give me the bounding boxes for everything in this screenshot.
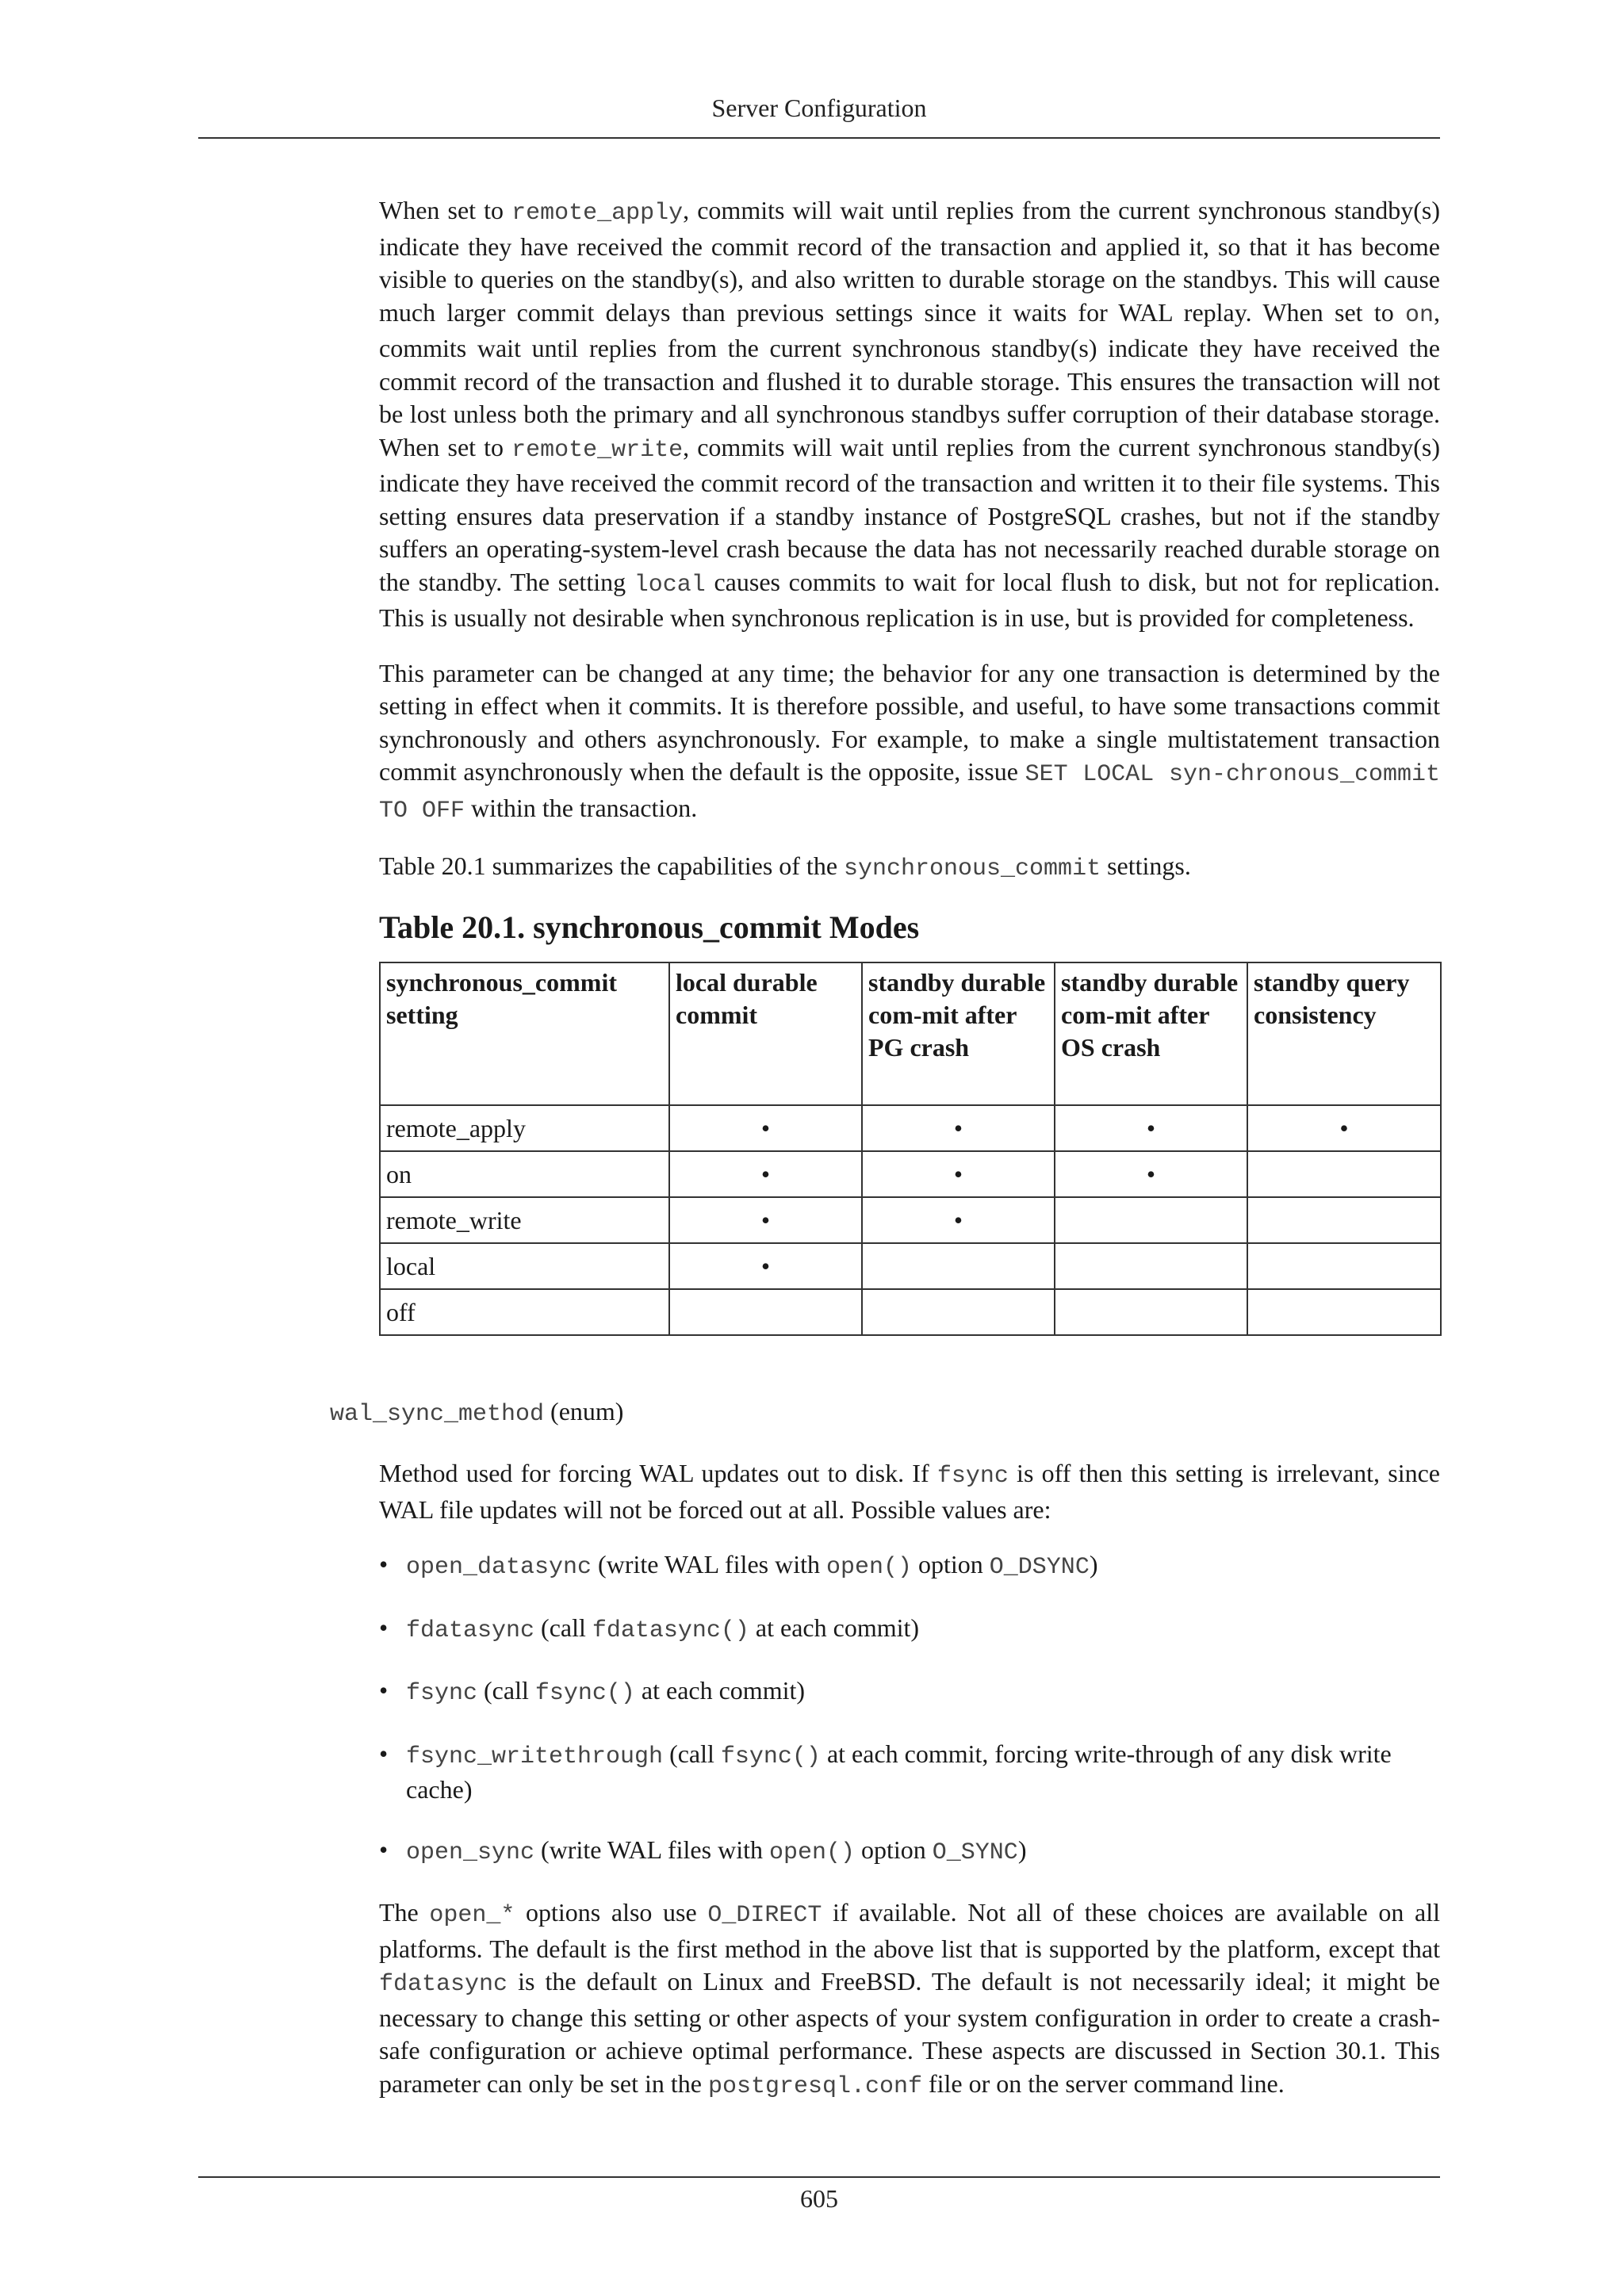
call-code: fsync() bbox=[720, 1743, 821, 1770]
bullet: • bbox=[379, 1835, 389, 1864]
list-item bbox=[379, 1612, 1440, 1648]
dot-cell bbox=[1055, 1289, 1247, 1335]
method-code: fsync bbox=[406, 1680, 478, 1707]
code-on: on bbox=[1404, 301, 1434, 329]
paragraph-change-any-time bbox=[379, 657, 1440, 828]
dot-cell: • bbox=[1055, 1105, 1247, 1151]
dot-cell bbox=[1247, 1151, 1441, 1197]
text: (write WAL files with bbox=[592, 1550, 826, 1578]
text: causes commits to wait for local flush to disk, but not for replication. This is usually not desirable when synchronous replication is in use, but is provided for completeness. bbox=[379, 567, 1441, 632]
list-item bbox=[379, 1834, 1440, 1870]
paragraph-method-used bbox=[379, 1457, 1440, 1526]
text: ) bbox=[1017, 1835, 1027, 1864]
dot-cell bbox=[1247, 1243, 1441, 1289]
text: at each commit) bbox=[634, 1676, 806, 1705]
code-o-direct: O_DIRECT bbox=[707, 1902, 822, 1929]
bullet: • bbox=[379, 1550, 389, 1578]
text: This parameter can be changed at any time; the behavior for any one transaction is determined by the setting in effect when it commits. It is therefore possible, and useful, to have some transactions commit synchronously and others asynchronously. For example, to make a single multistatement transaction commit asynchronously when the default is the opposite, issue bbox=[379, 658, 1440, 786]
code-postgresql-conf: postgresql.conf bbox=[707, 2072, 922, 2100]
text: is off then this setting is irrelevant, since WAL file updates will not be forced out at all. Possible values are: bbox=[379, 1459, 1441, 1524]
option-code: O_SYNC bbox=[932, 1839, 1018, 1866]
table-row bbox=[380, 1105, 1441, 1151]
list-item bbox=[379, 1548, 1440, 1585]
method-list bbox=[379, 1548, 1440, 1869]
column-header: standby durable com-mit after PG crash bbox=[862, 962, 1055, 1105]
dot-cell bbox=[669, 1289, 862, 1335]
dot-cell: • bbox=[1247, 1105, 1441, 1151]
code-set-local: SET LOCAL syn-chronous_commit TO OFF bbox=[379, 761, 1440, 825]
bullet: • bbox=[379, 1613, 389, 1642]
text: , commits will wait until replies from the current synchronous standby(s) indicate they have received the commit record of the transaction and applied it, so that it has become visible to queries on the standby(s), and also written to durable storage on the standbys. This will cause much larger commit delays than previous settings since it waits for WAL replay. When set to bbox=[379, 196, 1441, 327]
code-fsync: fsync bbox=[936, 1463, 1009, 1490]
dot-cell bbox=[1247, 1197, 1441, 1243]
text: if available. Not all of these choices are available on all platforms. The default is the first method in the above list that is supported by the platform, except that bbox=[379, 1898, 1441, 1963]
text: , commits wait until replies from the current synchronous standby(s) indicate they have received the commit record of the transaction and flushed it to durable storage. This ensures the transaction will not be lost unless both the primary and all synchronous standbys suffer corruption of their database storage. When set to bbox=[379, 297, 1440, 461]
code-remote-apply: remote_apply bbox=[511, 200, 684, 227]
text: (call bbox=[477, 1676, 535, 1705]
table-row bbox=[380, 1243, 1441, 1289]
text: file or on the server command line. bbox=[921, 2068, 1285, 2098]
parameter-name: wal_sync_method bbox=[330, 1401, 545, 1428]
dot-cell: • bbox=[669, 1197, 862, 1243]
dot-cell bbox=[862, 1243, 1055, 1289]
parameter-type: (enum) bbox=[544, 1397, 624, 1425]
text: (call bbox=[663, 1739, 721, 1768]
text: (write WAL files with bbox=[534, 1835, 769, 1864]
method-code: fsync_writethrough bbox=[406, 1743, 664, 1770]
text: Method used for forcing WAL updates out to disk. If bbox=[379, 1459, 937, 1487]
dot-cell: • bbox=[862, 1151, 1055, 1197]
dot-cell: • bbox=[669, 1151, 862, 1197]
dot-cell bbox=[1055, 1243, 1247, 1289]
text: ) bbox=[1089, 1550, 1098, 1578]
text: at each commit, forcing write-through of any disk write cache) bbox=[406, 1739, 1392, 1804]
text: The bbox=[379, 1898, 430, 1927]
dot-cell: • bbox=[862, 1197, 1055, 1243]
text: settings. bbox=[1101, 851, 1191, 880]
text: is the default on Linux and FreeBSD. The default is not necessarily ideal; it might be necessary to change this setting or other aspects of your system configuration in order to create a crash-safe configuration or achieve optimal performance. These aspects are discussed in Section 30.1. This parameter can only be set in the bbox=[379, 1967, 1440, 2098]
modes-table bbox=[379, 962, 1442, 1336]
table-row bbox=[380, 1151, 1441, 1197]
code-local: local bbox=[634, 571, 706, 599]
list-item bbox=[379, 1738, 1440, 1807]
text: option bbox=[855, 1835, 933, 1864]
setting-cell: remote_write bbox=[380, 1197, 669, 1243]
list-item bbox=[379, 1674, 1440, 1711]
bullet: • bbox=[379, 1739, 389, 1768]
method-code: fdatasync bbox=[406, 1617, 535, 1644]
paragraph-open-options bbox=[379, 1896, 1440, 2103]
table-header-row bbox=[380, 962, 1441, 1105]
bullet: • bbox=[379, 1676, 389, 1705]
column-header: synchronous_commit setting bbox=[380, 962, 669, 1105]
text: (call bbox=[534, 1613, 592, 1642]
setting-cell: local bbox=[380, 1243, 669, 1289]
setting-cell: on bbox=[380, 1151, 669, 1197]
code-synchronous-commit: synchronous_commit bbox=[844, 855, 1101, 882]
column-header: standby query consistency bbox=[1247, 962, 1441, 1105]
call-code: open() bbox=[825, 1554, 913, 1581]
main-content bbox=[379, 194, 1440, 1336]
dot-cell: • bbox=[669, 1243, 862, 1289]
dot-cell: • bbox=[669, 1105, 862, 1151]
page-number: 605 bbox=[800, 2184, 838, 2213]
parameter-description bbox=[379, 1457, 1440, 2126]
code-fdatasync: fdatasync bbox=[379, 1971, 508, 1998]
text: options also use bbox=[515, 1898, 708, 1927]
text: at each commit) bbox=[749, 1613, 920, 1642]
text: , commits will wait until replies from the current synchronous standby(s) indicate they have received the commit record of the transaction and written it to their file systems. This setting ensures data preservation if a standby instance of PostgreSQL crashes, but not if the standby suffers an operating-system-level crash because the data has not necessarily reached durable storage on the standby. The setting bbox=[379, 432, 1441, 596]
code-open-star: open_* bbox=[429, 1902, 515, 1929]
option-code: O_DSYNC bbox=[989, 1554, 1090, 1581]
footer-rule bbox=[198, 2176, 1440, 2178]
paragraph-remote-apply bbox=[379, 194, 1440, 635]
text: Table 20.1 summarizes the capabilities of the bbox=[379, 851, 845, 880]
call-code: open() bbox=[768, 1839, 855, 1866]
setting-cell: off bbox=[380, 1289, 669, 1335]
setting-cell: remote_apply bbox=[380, 1105, 669, 1151]
dot-cell: • bbox=[862, 1105, 1055, 1151]
call-code: fsync() bbox=[534, 1680, 635, 1707]
method-code: open_datasync bbox=[406, 1554, 592, 1581]
dot-cell bbox=[862, 1289, 1055, 1335]
call-code: fdatasync() bbox=[592, 1617, 749, 1644]
running-header: Server Configuration bbox=[711, 94, 927, 122]
table-title: Table 20.1. synchronous_commit Modes bbox=[379, 909, 920, 945]
text: within the transaction. bbox=[465, 793, 698, 822]
dot-cell bbox=[1055, 1197, 1247, 1243]
text: When set to bbox=[379, 196, 512, 224]
header-rule bbox=[198, 137, 1440, 139]
dot-cell: • bbox=[1055, 1151, 1247, 1197]
table-row bbox=[380, 1289, 1441, 1335]
table-row bbox=[380, 1197, 1441, 1243]
column-header: standby durable com-mit after OS crash bbox=[1055, 962, 1247, 1105]
parameter-term bbox=[330, 1397, 623, 1428]
paragraph-table-ref bbox=[379, 850, 1440, 886]
dot-cell bbox=[1247, 1289, 1441, 1335]
text: option bbox=[912, 1550, 990, 1578]
method-code: open_sync bbox=[406, 1839, 535, 1866]
column-header: local durable commit bbox=[669, 962, 862, 1105]
code-remote-write: remote_write bbox=[511, 436, 684, 464]
